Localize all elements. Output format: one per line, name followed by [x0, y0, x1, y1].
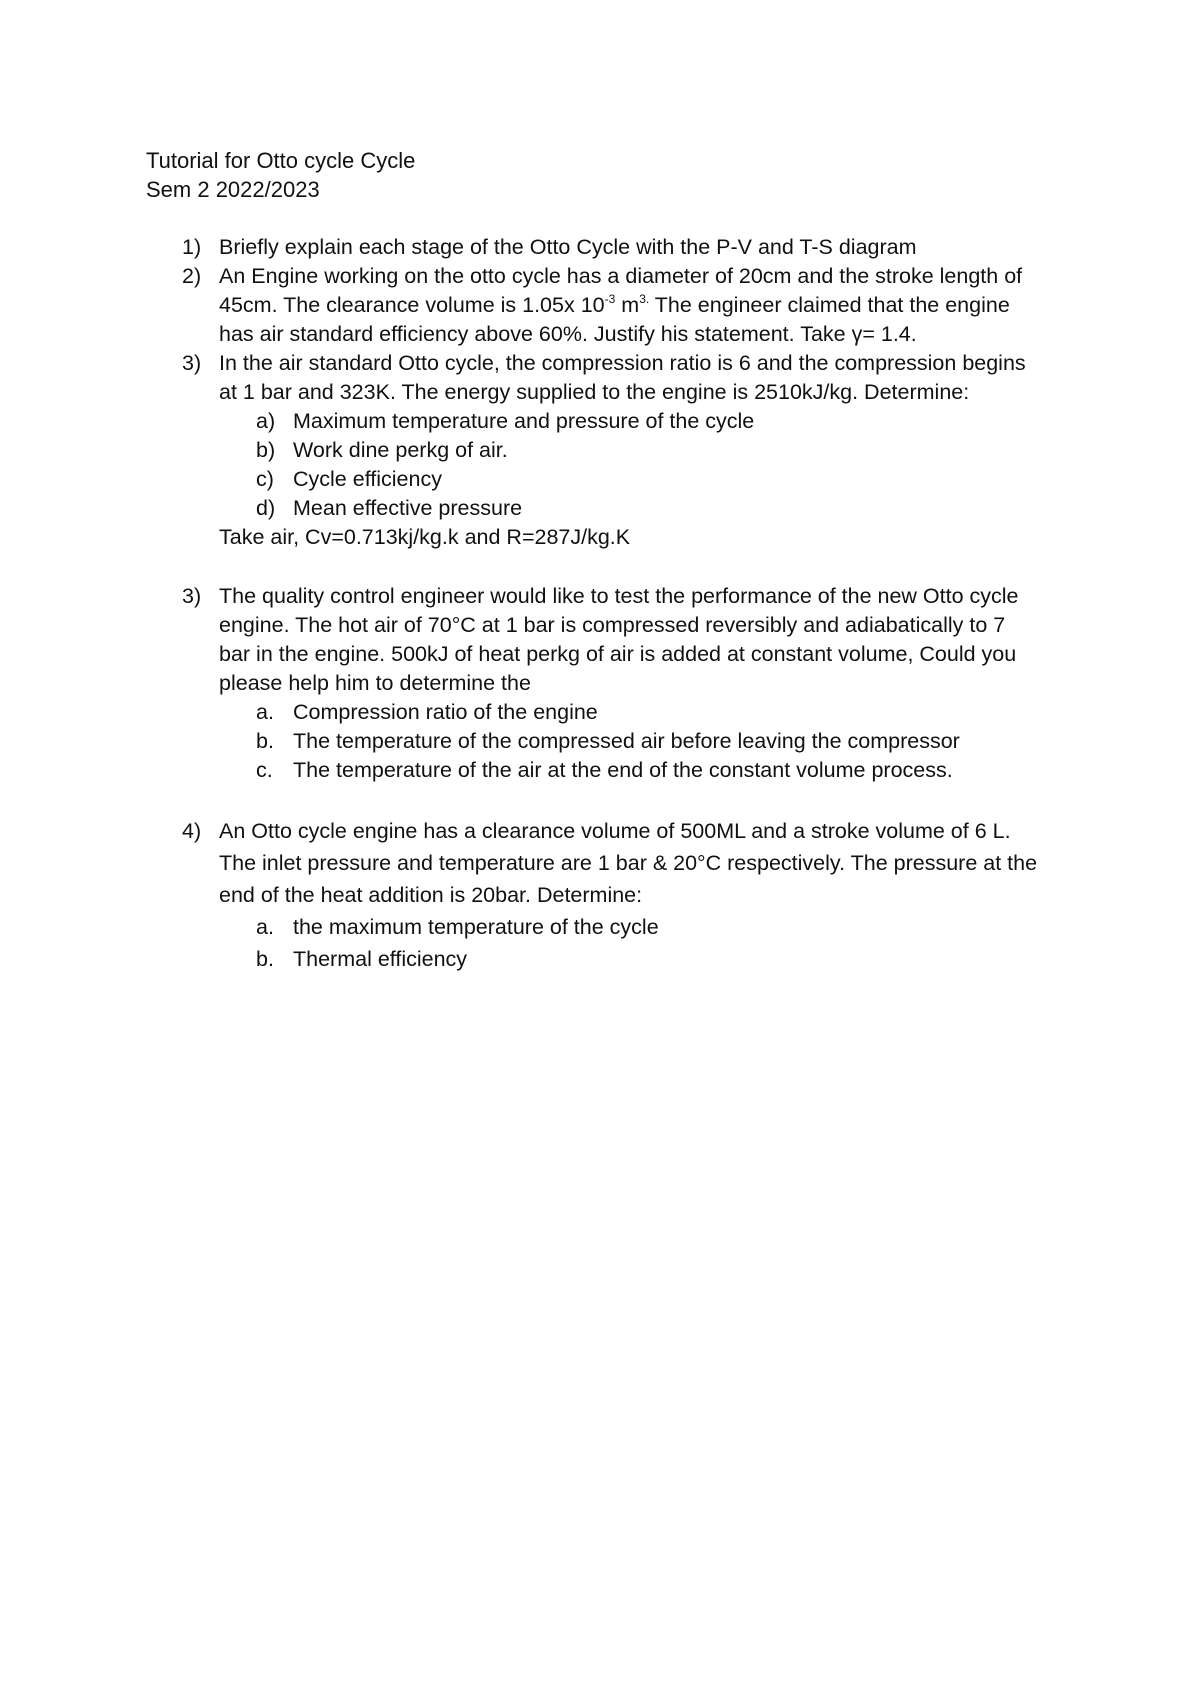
sub-question-text: The temperature of the air at the end of the constant volume process.: [293, 758, 953, 782]
document-title: Tutorial for Otto cycle Cycle: [146, 148, 416, 173]
question-text-line: please help him to determine the: [219, 671, 531, 695]
question-text-line: The inlet pressure and temperature are 1 bar & 20°C respectively. The pressure at the: [219, 851, 1038, 875]
question-number: 1): [182, 235, 202, 259]
question-text-line: An Otto cycle engine has a clearance volume of 500ML and a stroke volume of 6 L.: [219, 819, 1011, 843]
sub-question-text: the maximum temperature of the cycle: [293, 915, 659, 939]
sub-question-label: a.: [256, 915, 274, 939]
sub-question: [146, 407, 1086, 436]
sub-question-text: Compression ratio of the engine: [293, 700, 598, 724]
question-text-line: end of the heat addition is 20bar. Determine:: [219, 883, 643, 907]
sub-question-label: b.: [256, 729, 274, 753]
sub-question-text: The temperature of the compressed air before leaving the compressor: [293, 729, 960, 753]
question-number: 3): [182, 584, 202, 608]
given-data-note: Take air, Cv=0.713kj/kg.k and R=287J/kg.K: [219, 525, 631, 549]
sub-question-label: c.: [256, 758, 273, 782]
question-text-line: at 1 bar and 323K. The energy supplied to the engine is 2510kJ/kg. Determine:: [219, 380, 970, 404]
sub-question: [146, 436, 1086, 465]
question-number: 4): [182, 819, 202, 843]
question-2: [146, 262, 1086, 349]
sub-question: [146, 494, 1086, 523]
exponent: 3.: [639, 292, 650, 306]
question-text-line: engine. The hot air of 70°C at 1 bar is compressed reversibly and adiabatically to 7: [219, 613, 1006, 637]
sub-question-label: a.: [256, 700, 274, 724]
question-3b: [146, 582, 1086, 785]
sub-question: [146, 727, 1086, 756]
question-text-line: The quality control engineer would like to test the performance of the new Otto cycle: [219, 584, 1019, 608]
sub-question-label: a): [256, 409, 276, 433]
sub-question-text: Work dine perkg of air.: [293, 438, 508, 462]
sub-question-text: Mean effective pressure: [293, 496, 523, 520]
sub-question: [146, 756, 1086, 785]
text-segment: 45cm. The clearance volume is 1.05x 10: [219, 293, 605, 317]
text-segment: m: [615, 293, 640, 317]
sub-question: [146, 943, 1086, 975]
question-text-line: Briefly explain each stage of the Otto Cycle with the P-V and T-S diagram: [219, 235, 917, 259]
spacer: [146, 552, 1086, 582]
sub-question-text: Maximum temperature and pressure of the cycle: [293, 409, 755, 433]
document-header: [146, 146, 415, 204]
sub-question-label: c): [256, 467, 274, 491]
spacer: [146, 785, 1086, 815]
sub-question-text: Cycle efficiency: [293, 467, 442, 491]
exponent: -3: [604, 292, 616, 306]
sub-question-label: d): [256, 496, 276, 520]
question-text-line: bar in the engine. 500kJ of heat perkg of air is added at constant volume, Could you: [219, 642, 1017, 666]
question-text-line: [219, 291, 1086, 320]
question-text-line: An Engine working on the otto cycle has a diameter of 20cm and the stroke length of: [219, 264, 1023, 288]
question-text-line: In the air standard Otto cycle, the compression ratio is 6 and the compression begins: [219, 351, 1026, 375]
semester-label: Sem 2 2022/2023: [146, 177, 320, 202]
question-number: 2): [182, 264, 202, 288]
question-1: [146, 233, 1086, 262]
question-text-line: has air standard efficiency above 60%. Justify his statement. Take γ= 1.4.: [219, 322, 917, 346]
question-4: [146, 815, 1086, 975]
sub-question: [146, 698, 1086, 727]
sub-question: [146, 465, 1086, 494]
sub-question-label: b.: [256, 947, 274, 971]
question-number: 3): [182, 351, 202, 375]
sub-question-text: Thermal efficiency: [293, 947, 468, 971]
question-3: [146, 349, 1086, 552]
text-segment: The engineer claimed that the engine: [649, 293, 1010, 317]
sub-question: [146, 911, 1086, 943]
question-list: [146, 233, 1086, 975]
sub-question-label: b): [256, 438, 276, 462]
